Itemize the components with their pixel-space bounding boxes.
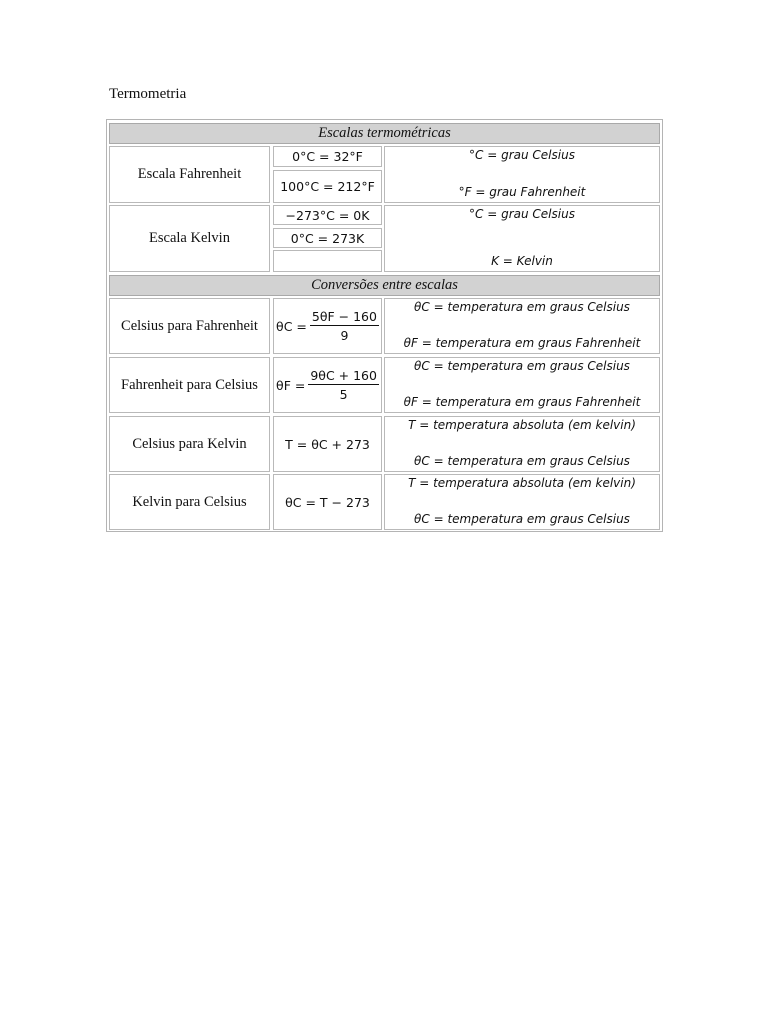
kelvin-eq-freezing-text: 0°C = 273K <box>290 230 365 246</box>
definitions-f-to-c <box>384 357 660 413</box>
kelvin-eq-absolute-zero <box>273 205 382 225</box>
def-celsius-degree: °C = grau Celsius <box>469 148 575 162</box>
scale-fahrenheit-text: Escala Fahrenheit <box>137 166 242 182</box>
definition-line: θF = temperatura em graus Fahrenheit <box>403 395 641 409</box>
definition-line: θC = temperatura em graus Celsius <box>414 512 630 526</box>
definition-line: T = temperatura absoluta (em kelvin) <box>408 476 636 490</box>
definition-line: θC = temperatura em graus Celsius <box>414 454 630 468</box>
conversion-label-c-to-k <box>109 416 270 472</box>
definitions-k-to-c <box>384 474 660 530</box>
conversion-label-f-to-c <box>109 357 270 413</box>
fahrenheit-eq-boiling-text: 100°C = 212°F <box>280 179 375 194</box>
fahrenheit-eq-boiling <box>273 170 382 203</box>
formula-text: T = θC + 273 <box>285 436 370 452</box>
fraction-numerator: 9θC + 160 <box>310 368 377 383</box>
conversion-label-k-to-c-text: Kelvin para Celsius <box>132 493 247 510</box>
def-kelvin: K = Kelvin <box>491 254 553 268</box>
definitions-c-to-f <box>384 298 660 354</box>
definition-line: θC = temperatura em graus Celsius <box>414 359 630 373</box>
fahrenheit-eq-freezing-text: 0°C = 32°F <box>292 149 363 164</box>
formula-lhs: θC = <box>276 318 307 334</box>
fahrenheit-eq-freezing <box>273 146 382 167</box>
section-header-conversions: Conversões entre escalas <box>109 275 660 296</box>
fahrenheit-definitions <box>384 146 660 203</box>
conversion-label-f-to-c-text: Fahrenheit para Celsius <box>121 376 258 393</box>
scale-kelvin-label <box>109 205 270 272</box>
kelvin-eq-freezing <box>273 228 382 248</box>
fraction-numerator: 5θF − 160 <box>311 309 377 324</box>
formula-lhs: θF = <box>276 377 306 393</box>
formula-k-to-c <box>273 474 382 530</box>
definition-line: T = temperatura absoluta (em kelvin) <box>408 418 636 432</box>
fraction-denominator: 9 <box>340 328 349 343</box>
conversion-label-k-to-c <box>109 474 270 530</box>
scale-kelvin-text: Escala Kelvin <box>149 230 230 246</box>
section-header-scales: Escalas termométricas <box>109 123 660 144</box>
definitions-c-to-k <box>384 416 660 472</box>
definition-line: θC = temperatura em graus Celsius <box>414 300 630 314</box>
kelvin-definitions <box>384 205 660 272</box>
definition-line: θF = temperatura em graus Fahrenheit <box>403 336 641 350</box>
fraction <box>310 309 379 343</box>
kelvin-eq-absolute-zero-text: −273°C = 0K <box>285 207 370 223</box>
kelvin-empty-cell <box>273 250 382 272</box>
formula-c-to-k <box>273 416 382 472</box>
formula-c-to-f <box>273 298 382 354</box>
scale-fahrenheit-label <box>109 146 270 203</box>
fraction <box>308 368 379 402</box>
def-celsius-degree: °C = grau Celsius <box>469 207 575 221</box>
conversion-label-c-to-k-text: Celsius para Kelvin <box>132 435 247 452</box>
page-title: Termometria <box>109 86 187 102</box>
fraction-denominator: 5 <box>339 387 348 402</box>
formula-text: θC = T − 273 <box>285 494 370 510</box>
conversion-label-c-to-f-text: Celsius para Fahrenheit <box>121 317 258 334</box>
conversion-label-c-to-f <box>109 298 270 354</box>
formula-f-to-c <box>273 357 382 413</box>
def-fahrenheit-degree: °F = grau Fahrenheit <box>458 185 586 199</box>
thermometry-table <box>106 119 663 532</box>
